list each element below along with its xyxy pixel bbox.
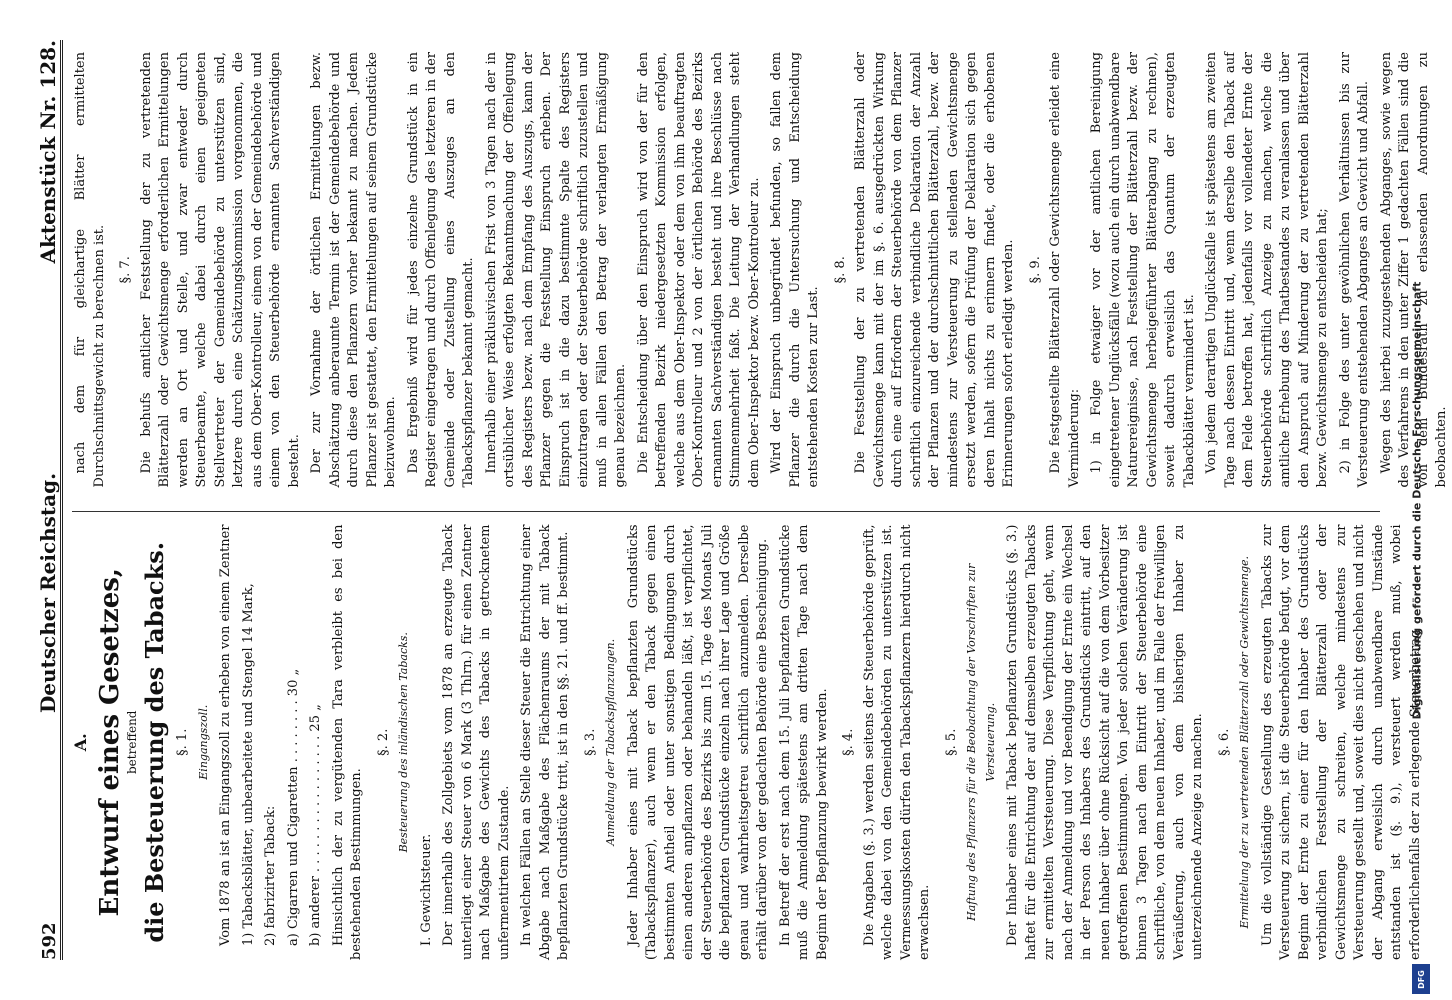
- document-subtitle: betreffend: [125, 710, 139, 774]
- dfg-logo: [1412, 964, 1430, 994]
- paragraph: b) anderer . . . . . . . . . . . . . . . . . 25 „: [308, 704, 323, 946]
- paragraph: 1) Tabacksblätter, unbearbeitete und Stengel 14 Mark,: [240, 583, 256, 946]
- section-subheading: Eingangszoll.: [196, 704, 210, 780]
- paragraph: Das Ergebniß wird für jedes einzelne Grundstück in ein Register eingetragen und durch Offenlegung des letzteren in der Gemeinde oder Zustellung eines Auszuges an den Tabackspflanzer bekannt gemacht.: [405, 52, 476, 488]
- section-subheading: Besteuerung des inländischen Tabacks.: [397, 632, 410, 853]
- section-subheading: Ermittelung der zu vertretenden Blätterzahl oder Gewichtsmenge.: [1238, 555, 1251, 929]
- section-subheading: Haftung des Pflanzers für die Beobachtung der Vorschriften zur Versteuerung.: [965, 563, 997, 921]
- digitization-stamp-text: Digitalisierung gefördert durch die Deutsche Forschungsgemeinschaft: [1410, 281, 1424, 719]
- section-heading: §. 6.: [1216, 728, 1232, 756]
- sections-left: [174, 525, 1425, 961]
- document-label: Aktenstück Nr. 128.: [36, 40, 60, 264]
- section-heading: §. 2.: [375, 728, 391, 756]
- publication-title: Deutscher Reichstag.: [36, 472, 60, 714]
- paragraph: nach dem für gleichartige Blätter ermittelten Durchschnittsgewicht zu berechnen ist.: [73, 52, 107, 488]
- paragraph: Vom 1878 an ist an Eingangszoll zu erheben von einem Zentner: [218, 524, 233, 946]
- paragraph: 1) in Folge etwaiger vor der amtlichen Bereinigung eingetretener Unglücksfälle (wozu auch ein durch unabwendbare Naturereignisse, nach Feststellung der Blätterzahl bezw. der Gewichtsmenge herbeigeführter Blätterabgang zu rechnen), soweit dadurch erweislich das Quantum der erzeugten Tabackblätter vermindert ist.: [1089, 52, 1197, 488]
- paragraph: In Betreff der erst nach dem 15. Juli bepflanzten Grundstücke muß die Anmeldung spätestens am dritten Tage nach dem Beginn der Bepflanzung bewirkt werden.: [777, 524, 830, 960]
- paragraph: Die behufs amtlicher Feststellung der zu vertretenden Blätterzahl oder Gewichtsmenge erforderlichen Ermittelungen werden an Ort und Stelle, und zwar entweder durch Steuerbeamte, welche dabei durch einen geeigneten Stellvertreter der Gemeindebehörde zu unterstützen sind, letztere durch eine Schätzungskommission vorgenommen, die aus dem Ober-Kontrolleur, einem von der Gemeindebehörde und einem von den Steuerbehörde ernannten Sachverständigen besteht.: [138, 52, 302, 488]
- section-heading: §. 7.: [118, 256, 133, 284]
- paragraph: I. Gewichtsteuer.: [418, 833, 434, 946]
- section-heading: §. 5.: [943, 728, 959, 756]
- section-heading: §. 3.: [582, 728, 598, 756]
- document-title: Entwurf eines Gesetzes,: [94, 568, 125, 917]
- column-right: [72, 40, 1449, 488]
- paragraph: Die Angaben (§. 3.) werden seitens der Steuerbehörde geprüft, welche dabei von den Gemeindebehörden zu unterstützen ist. Vermessungskosten dürfen den Tabackspflanzern hierdurch nicht erwachsen.: [861, 524, 932, 960]
- document-title-2: die Besteuerung des Tabacks.: [139, 541, 169, 943]
- paragraph: In welchen Fällen an Stelle dieser Steuer die Entrichtung einer Abgabe nach Maßgabe des Flächenraums der mit Taback bepflanzten Grundstücke tritt, ist in den §§. 21. und ff. bestimmt.: [519, 524, 571, 960]
- page-header: [20, 40, 63, 960]
- paragraph: Der innerhalb des Zollgebiets vom 1878 an erzeugte Taback unterliegt einer Steuer von 6 Mark (3 Thlrn.) für einen Zentner nach Maßgabe des Gewichts des Tabacks in getrocknetem unfermentirtem Zustande.: [441, 524, 512, 960]
- paragraph: Innerhalb einer präklusivischen Frist von 3 Tagen nach der in ortsüblicher Weise erfolgten Bekanntmachung der Offenlegung des Registers bezw. nach dem Empfang des Auszugs, kann der Pflanzer gegen die Feststellung Einspruch erheben. Der Einspruch ist in die dazu bestimmte Spalte des Registers einzutragen oder der Steuerbehörde schriftlich zuzustellen und muß in allen Fällen den Betrag der verlangten Ermäßigung genau bezeichnen.: [483, 52, 628, 488]
- digitization-stamp: [1402, 0, 1432, 1000]
- section-subheading: Anmeldung der Tabackspflanzungen.: [604, 638, 617, 846]
- paragraph: Der Inhaber eines mit Taback bepflanzten Grundstücks (§. 3.) haftet für die Entrichtung der auf demselben erzeugten Tabacks zur ermittelten Versteuerung. Diese Verpflichtung geht, wenn nach der Anmeldung und vor Beendigung der Ernte ein Wechsel in der Person des Inhabers des Grundstücks eintritt, auf den neuen Inhaber über ohne Rücksicht auf die von dem Vorbesitzer getroffenen Bestimmungen. Von jeder solchen Veränderung ist binnen 3 Tagen nach dem Eintritt der Steuerbehörde eine schriftliche, von dem neuen Inhaber, und im Falle der freiwilligen Veräußerung, auch von dem bisherigen Inhaber zu unterzeichnende Anzeige zu machen.: [1005, 524, 1205, 960]
- paragraph: 2) fabrizirter Taback:: [263, 805, 278, 946]
- paragraph: Wegen des hierbei zuzugestehenden Abganges, sowie wegen des Verfahrens in den unter Ziffer 1 gedachten Fällen sind die von dem Bundesrath zu erlassenden Anordnungen zu beobachten.: [1378, 52, 1449, 488]
- sections-right: [72, 52, 1452, 488]
- paragraph: Die Entscheidung über den Einspruch wird von der für den betreffenden Bezirk niedergesetzten Kommission erfolgen, welche aus dem Ober-Inspektor oder dem von ihm beauftragten Ober-Kontrolleur und 2 von der örtlichen Behörde des Bezirks ernannten Sachverständigen besteht und ihre Beschlüsse nach Stimmenmehrheit faßt. Die Leitung der Verhandlungen steht dem Ober-Inspektor bezw. Ober-Kontroleur zu.: [635, 52, 762, 488]
- paragraph: Von jedem derartigen Unglücksfalle ist spätestens am zweiten Tage nach dessen Eintritt und, wenn derselbe den Taback auf dem Felde betroffen hat, jedenfalls vor vollendeter Ernte der Steuerbehörde schriftlich Anzeige zu machen, welche die amtliche Erhebung des Thatbestandes zu veranlassen und über den Anspruch auf Minderung der zu vertretenden Blätterzahl bezw. Gewichtsmenge zu entscheiden hat;: [1204, 52, 1330, 488]
- paragraph: Wird der Einspruch unbegründet befunden, so fallen dem Pflanzer die durch die Untersuchung und Entscheidung entstehenden Kosten zur Last.: [769, 52, 821, 488]
- paragraph: Jeder Inhaber eines mit Taback bepflanzten Grundstücks (Tabackspflanzer), auch wenn er den Taback gegen einen bestimmten Antheil oder unter sonstigen Bedingungen durch einen anderen anpflanzen oder behandeln läßt, ist verpflichtet, der Steuerbehörde des Bezirks bis zum 15. Tage des Monats Juli die bepflanzten Grundstücke einzeln nach ihrer Lage und Größe genau und wahrheitsgetreu schriftlich anzumelden. Derselbe erhält darüber von der gedachten Behörde eine Bescheinigung.: [625, 524, 770, 960]
- paragraph: Die festgestellte Blätterzahl oder Gewichtsmenge erleidet eine Verminderung:: [1048, 52, 1082, 488]
- section-heading: §. 4.: [841, 728, 856, 756]
- paragraph: a) Cigarren und Cigaretten . . . . . . . . 30 „: [285, 668, 301, 946]
- paragraph: Hinsichtlich der zu vergütenden Tara verbleibt es bei den bestehenden Bestimmungen.: [330, 524, 364, 960]
- paragraph: 2) in Folge des unter gewöhnlichen Verhältnissen bis zur Versteuerung entstehenden Abganges an Gewicht und Abfall.: [1337, 52, 1371, 488]
- paragraph: Um die vollständige Gestellung des erzeugten Tabacks zur Versteuerung zu sichern, ist die Steuerbehörde befugt, vor dem Beginn der Ernte zu einer für den Inhaber des Grundstücks verbindlichen Feststellung der Blätterzahl oder der Gewichtsmenge zu schreiten, welche mindestens zur Versteuerung gestellt und, soweit dies nicht geschehen und nicht der Abgang erweislich durch unabwendbare Umstände entstanden ist (§. 9.), versteuert werden muß, wobei erforderlichenfalls der zu erlegende Steuerbetrag: [1259, 524, 1423, 960]
- document-marker: A.: [71, 733, 90, 752]
- section-heading: §. 1.: [175, 728, 190, 756]
- section-heading: §. 8.: [832, 256, 848, 284]
- section-heading: §. 9.: [1027, 256, 1043, 284]
- dfg-logo-text: DFG: [1416, 969, 1426, 989]
- paragraph: Der zur Vornahme der örtlichen Ermittelungen bezw. Abschätzung anberaumte Termin ist der Gemeindebehörde und durch diese den Pflanzern vorher bekannt zu machen. Jedem Pflanzer ist gestattet, den Ermittelungen auf seinem Grundstücke beizuwohnen.: [309, 52, 398, 488]
- column-left: [71, 512, 1423, 961]
- page-number: 592: [39, 922, 60, 960]
- paragraph: Die Feststellung der zu vertretenden Blätterzahl oder Gewichtsmenge kann mit der im §. 6. ausgedrückten Wirkung durch eine auf Erfordern der Steuerbehörde von dem Pflanzer schriftlich einzureichende verbindliche Deklaration der Anzahl der Pflanzen und der durchschnittlichen Blätterzahl, bezw. der mindestens zur Versteuerung zu stellenden Gewichtsmenge ersetzt werden, sofern die Prüfung der Deklaration sich gegen deren Inhalt nichts zu erinnern findet, oder die erhobenen Erinnerungen sofort erledigt werden.: [853, 52, 1016, 488]
